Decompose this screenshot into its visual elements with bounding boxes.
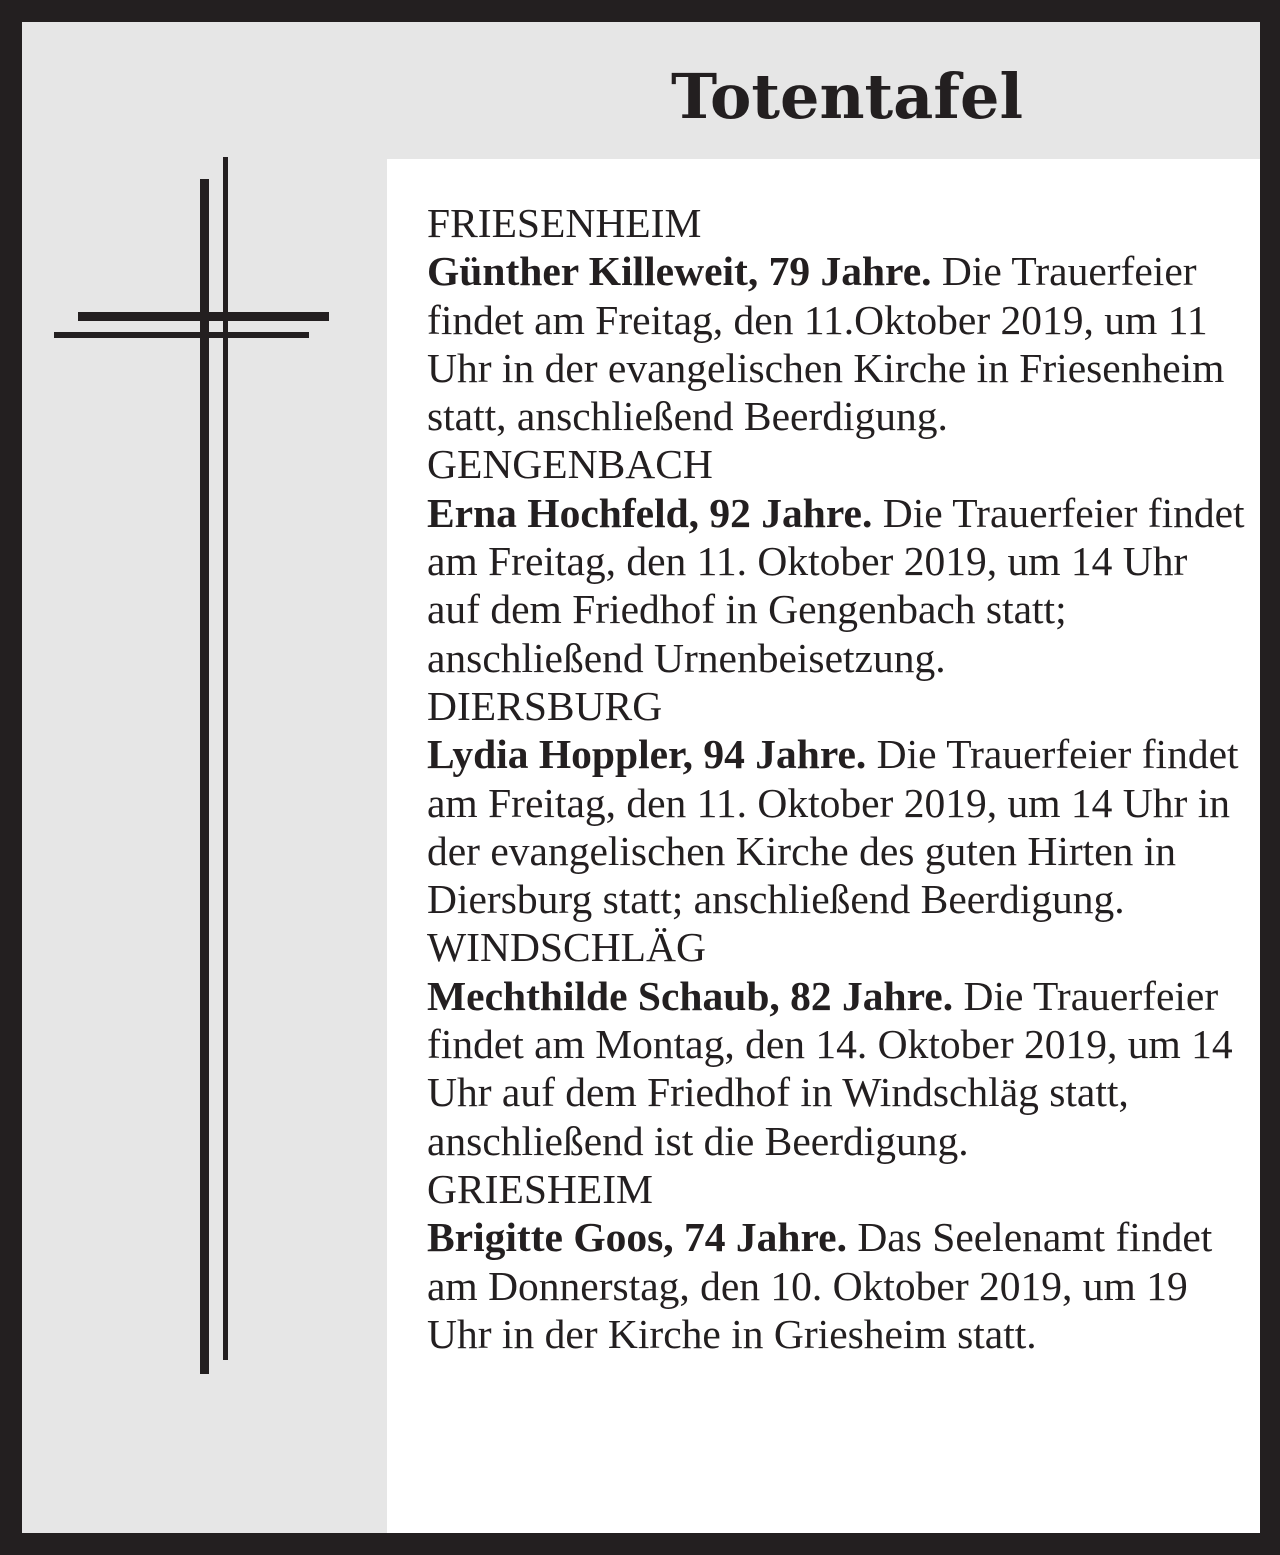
entry-text: Die Trauerfeier findet am Montag, den 14. Oktober 2019, um 14 Uhr auf dem Friedhof in Windschläg statt, anschließend ist die Beerdigung. bbox=[427, 972, 1233, 1164]
entry-name: Günther Killeweit, 79 Jahre. bbox=[427, 248, 932, 295]
entry-text: Die Trauerfeier findet am Freitag, den 11.Oktober 2019, um 11 Uhr in der evangelischen Kirche in Friesenheim statt, anschließend Beerdigung. bbox=[427, 248, 1225, 440]
obituary-entry bbox=[427, 1165, 1247, 1358]
entry-place: DIERSBURG bbox=[427, 682, 663, 729]
cross-icon bbox=[22, 22, 402, 1533]
entry-text: Die Trauerfeier findet am Freitag, den 11. Oktober 2019, um 14 Uhr auf dem Friedhof in Gengenbach statt; anschließend Urnenbeisetzung. bbox=[427, 489, 1245, 681]
entry-name: Lydia Hoppler, 94 Jahre. bbox=[427, 731, 867, 778]
entry-place: GENGENBACH bbox=[427, 441, 713, 488]
entry-name: Erna Hochfeld, 92 Jahre. bbox=[427, 489, 873, 536]
entry-place: FRIESENHEIM bbox=[427, 200, 702, 246]
entry-text: Das Seelenamt findet am Donnerstag, den 10. Oktober 2019, um 19 Uhr in der Kirche in Griesheim statt. bbox=[427, 1214, 1213, 1357]
obituary-list bbox=[387, 159, 1260, 1533]
entry-name: Mechthilde Schaub, 82 Jahre. bbox=[427, 972, 954, 1019]
obituary-entry bbox=[427, 440, 1247, 681]
obituary-entry bbox=[427, 923, 1247, 1164]
obituary-entry bbox=[427, 682, 1247, 923]
obituary-entry bbox=[427, 199, 1247, 440]
entry-place: GRIESHEIM bbox=[427, 1165, 653, 1212]
entry-name: Brigitte Goos, 74 Jahre. bbox=[427, 1214, 847, 1261]
entry-text: Die Trauerfeier findet am Freitag, den 11. Oktober 2019, um 14 Uhr in der evangelischen Kirche des guten Hirten in Diersburg statt; anschließend Beerdigung. bbox=[427, 731, 1239, 923]
obituary-panel bbox=[22, 22, 1260, 1533]
entry-place: WINDSCHLÄG bbox=[427, 924, 706, 971]
page-title: Totentafel bbox=[670, 60, 1024, 133]
